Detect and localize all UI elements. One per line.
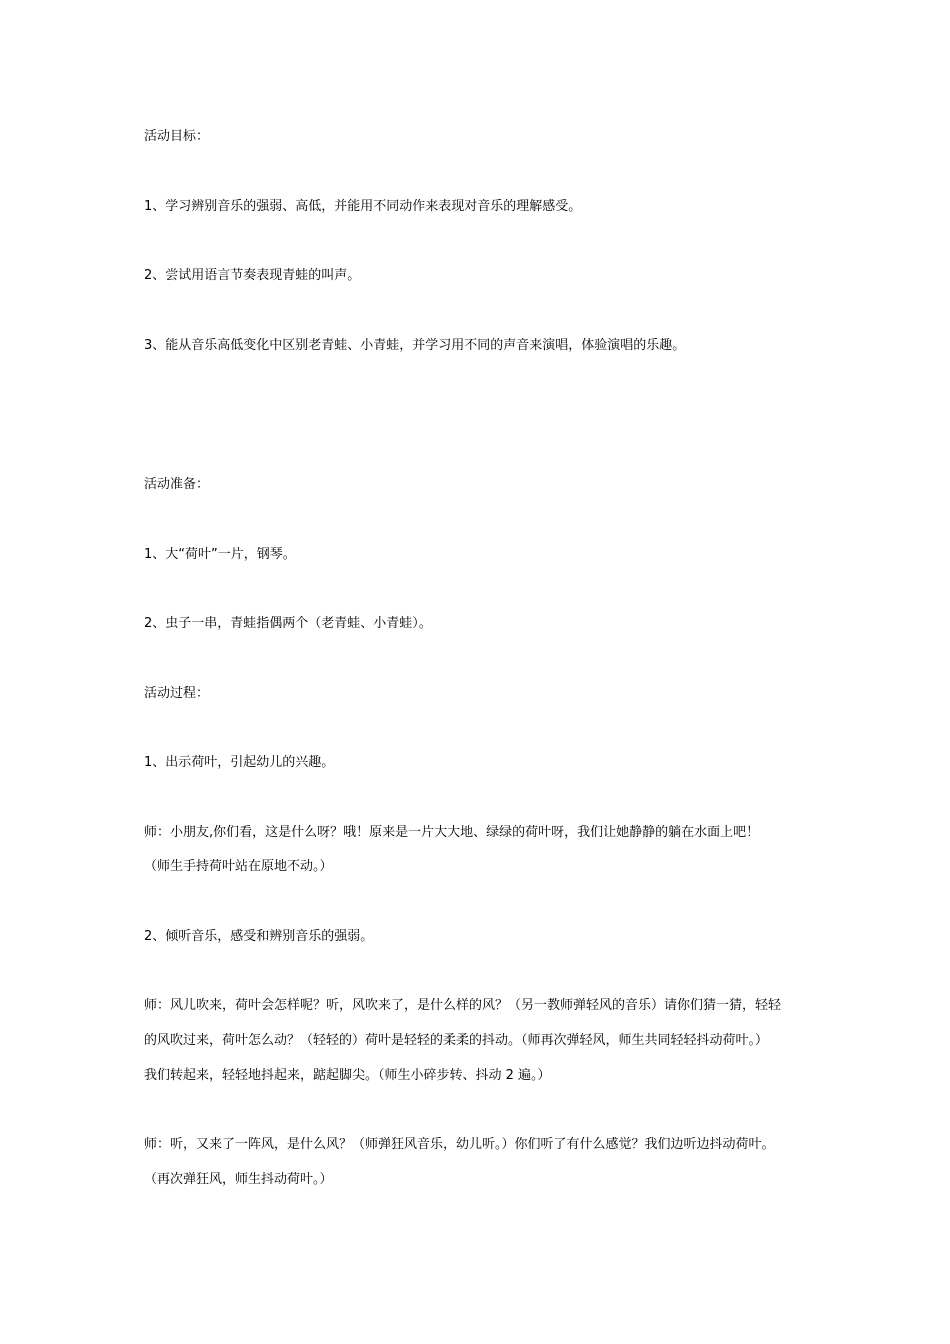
process-step-2: 2、倾听音乐，感受和辨别音乐的强弱。 xyxy=(144,929,374,944)
prep-heading: 活动准备： xyxy=(144,477,210,492)
step1-text-line-2: （师生手持荷叶站在原地不动。） xyxy=(144,859,333,874)
step2-para2-line-2: （再次弹狂风，师生抖动荷叶。） xyxy=(144,1172,333,1187)
step2-para1-line-3: 我们转起来，轻轻地抖起来，踮起脚尖。（师生小碎步转、抖动 2 遍。） xyxy=(144,1068,551,1083)
prep-item-1: 1、大“荷叶”一片，钢琴。 xyxy=(144,547,296,562)
goals-heading: 活动目标： xyxy=(144,129,210,144)
goal-item-3: 3、能从音乐高低变化中区别老青蛙、小青蛙，并学习用不同的声音来演唱，体验演唱的乐趣。 xyxy=(144,338,686,353)
goal-item-1: 1、学习辨别音乐的强弱、高低，并能用不同动作来表现对音乐的理解感受。 xyxy=(144,199,582,214)
step1-text-line-1: 师：小朋友,你们看，这是什么呀？哦！原来是一片大大地、绿绿的荷叶呀，我们让她静静的躺在水面上吧！ xyxy=(144,825,760,840)
step2-para2-line-1: 师：听，又来了一阵风，是什么风？（师弹狂风音乐，幼儿听。）你们听了有什么感觉？我们边听边抖动荷叶。 xyxy=(144,1137,775,1152)
step2-para1-line-1: 师：风儿吹来，荷叶会怎样呢？听，风吹来了，是什么样的风？（另一教师弹轻风的音乐）请你们猜一猜，轻轻 xyxy=(144,998,782,1013)
process-heading: 活动过程： xyxy=(144,686,210,701)
process-step-1: 1、出示荷叶，引起幼儿的兴趣。 xyxy=(144,755,335,770)
goal-item-2: 2、尝试用语言节奏表现青蛙的叫声。 xyxy=(144,268,361,283)
step2-para1-line-2: 的风吹过来，荷叶怎么动？（轻轻的）荷叶是轻轻的柔柔的抖动。（师再次弹轻风，师生共同轻轻抖动荷叶。） xyxy=(144,1033,769,1048)
prep-item-2: 2、虫子一串，青蛙指偶两个（老青蛙、小青蛙）。 xyxy=(144,616,432,631)
